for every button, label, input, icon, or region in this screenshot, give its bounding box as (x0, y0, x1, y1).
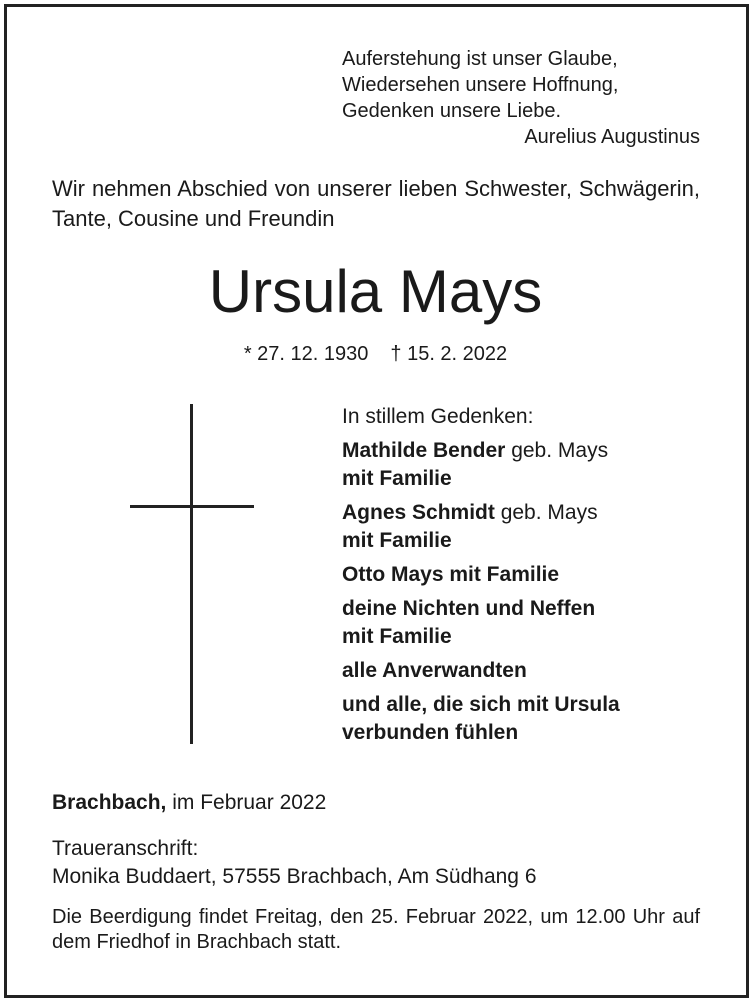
mourner-entry (342, 499, 702, 555)
motto-author: Aurelius Augustinus (524, 126, 700, 148)
life-dates (0, 340, 751, 368)
mourner-name: deine Nichten und Neffen (342, 597, 596, 620)
cross-icon (130, 404, 254, 744)
birth-date: * 27. 12. 1930 (243, 343, 369, 365)
mourner-note: geb. Mays (494, 501, 598, 524)
motto-line: Wiedersehen unsere Hoffnung, (342, 74, 619, 96)
mourner-entry (342, 657, 702, 685)
intro-text: Wir nehmen Abschied von unserer lieben Schwester, Schwägerin, Tante, Cousine und Freundin (52, 176, 700, 231)
mourner-entry (342, 595, 702, 651)
mourner-family: mit Familie (342, 529, 452, 552)
address-label: Traueranschrift: (52, 837, 199, 860)
motto-line: Auferstehung ist unser Glaube, (342, 48, 618, 70)
mourner-name: und alle, die sich mit Ursula (342, 693, 620, 716)
mourner-name: Mathilde Bender (342, 439, 506, 462)
mourners-list (342, 403, 702, 753)
mourner-entry (342, 437, 702, 493)
mourner-family: mit Familie (342, 467, 452, 490)
place-date (52, 789, 326, 817)
death-date: † 15. 2. 2022 (390, 343, 508, 365)
mourner-entry (342, 691, 702, 747)
address-value: Monika Buddaert, 57555 Brachbach, Am Südhang 6 (52, 865, 537, 888)
mourner-family: mit Familie (342, 625, 452, 648)
place-month: im Februar 2022 (166, 791, 327, 814)
funeral-notice: Die Beerdigung findet Freitag, den 25. Februar 2022, um 12.00 Uhr auf dem Friedhof in Brachbach statt. (52, 906, 700, 953)
motto-quote (342, 46, 700, 150)
mourner-entry (342, 561, 702, 589)
mourner-name: alle Anverwandten (342, 659, 527, 682)
deceased-name: Ursula Mays (208, 258, 543, 325)
motto-line: Gedenken unsere Liebe. (342, 100, 562, 122)
mourners-lead: In stillem Gedenken: (342, 405, 534, 428)
mourner-note: geb. Mays (505, 439, 609, 462)
mourning-address (52, 835, 537, 891)
mourner-name: Otto Mays mit Familie (342, 563, 560, 586)
mourner-family: verbunden fühlen (342, 721, 519, 744)
mourner-name: Agnes Schmidt (342, 501, 495, 524)
place-town: Brachbach, (52, 791, 167, 814)
